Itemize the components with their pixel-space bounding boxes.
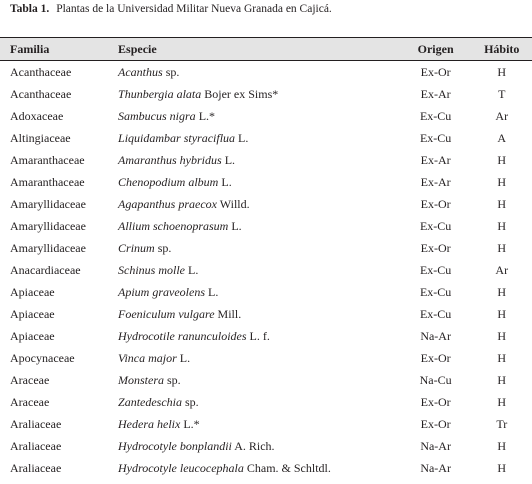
- table-row: [0, 61, 532, 84]
- table-row: [0, 435, 532, 457]
- header-row: [0, 38, 532, 61]
- species-scientific-name: Monstera: [118, 372, 165, 387]
- cell-habito: Tr: [496, 416, 508, 431]
- cell-familia: Araceae: [10, 372, 50, 387]
- header-origen: Origen: [400, 38, 472, 61]
- species-scientific-name: Vinca major: [118, 350, 177, 365]
- header-familia: Familia: [0, 38, 118, 61]
- cell-habito: H: [497, 460, 507, 475]
- cell-especie: [118, 127, 400, 149]
- species-scientific-name: Hydrocotyle leucocephala: [118, 460, 244, 475]
- table-row: [0, 281, 532, 303]
- species-authority: L.: [205, 284, 219, 299]
- species-scientific-name: Chenopodium album: [118, 174, 219, 189]
- cell-familia: Apiaceae: [10, 306, 55, 321]
- cell-familia: Apiaceae: [10, 284, 55, 299]
- cell-habito: T: [498, 86, 506, 101]
- cell-habito: H: [497, 328, 507, 343]
- cell-origen: Ex-Cu: [419, 262, 452, 277]
- table-row: [0, 193, 532, 215]
- cell-habito: H: [497, 240, 507, 255]
- table-body: [0, 61, 532, 480]
- cell-especie: [118, 83, 400, 105]
- cell-familia: Amaryllidaceae: [10, 218, 86, 233]
- cell-familia: Acanthaceae: [10, 64, 72, 79]
- cell-familia: Apiaceae: [10, 328, 55, 343]
- species-scientific-name: Hydrocotile ranunculoides: [118, 328, 247, 343]
- cell-origen: Na-Cu: [419, 372, 452, 387]
- cell-especie: [118, 391, 400, 413]
- cell-familia: Araliaceae: [10, 416, 62, 431]
- species-scientific-name: Zantedeschia: [118, 394, 183, 409]
- species-authority: L.: [228, 218, 242, 233]
- species-authority: Bojer ex Sims*: [201, 86, 279, 101]
- cell-especie: [118, 105, 400, 127]
- cell-habito: H: [497, 284, 507, 299]
- table-caption-text: Plantas de la Universidad Militar Nueva Granada en Cajicá.: [56, 3, 332, 15]
- species-authority: L.: [176, 350, 191, 365]
- table-row: [0, 237, 532, 259]
- cell-origen: Na-Ar: [420, 438, 451, 453]
- species-authority: Cham. & Schltdl.: [243, 460, 331, 475]
- table-row: [0, 391, 532, 413]
- cell-especie: [118, 237, 400, 259]
- cell-origen: Ex-Cu: [419, 218, 452, 233]
- plants-table: [0, 37, 532, 479]
- cell-familia: Amaryllidaceae: [10, 196, 86, 211]
- table-row: [0, 171, 532, 193]
- cell-especie: [118, 325, 400, 347]
- cell-origen: Ex-Cu: [419, 284, 452, 299]
- cell-especie: [118, 303, 400, 325]
- cell-especie: [118, 61, 400, 84]
- cell-habito: Ar: [495, 262, 509, 277]
- cell-habito: H: [497, 350, 507, 365]
- species-scientific-name: Liquidambar styraciflua: [118, 130, 236, 145]
- species-scientific-name: Sambucus nigra: [118, 108, 196, 123]
- species-authority: Willd.: [217, 196, 250, 211]
- cell-origen: Ex-Or: [420, 416, 451, 431]
- cell-origen: Na-Ar: [420, 460, 451, 475]
- species-authority: sp.: [154, 240, 172, 255]
- table-row: [0, 149, 532, 171]
- cell-especie: [118, 435, 400, 457]
- cell-origen: Ex-Ar: [420, 174, 451, 189]
- cell-familia: Altingiaceae: [10, 130, 71, 145]
- table-row: [0, 457, 532, 479]
- species-authority: L.: [218, 174, 232, 189]
- cell-origen: Ex-Or: [420, 196, 451, 211]
- species-authority: sp.: [162, 64, 180, 79]
- cell-especie: [118, 369, 400, 391]
- cell-habito: A: [497, 130, 507, 145]
- species-authority: L.*: [180, 416, 200, 431]
- cell-habito: H: [497, 174, 507, 189]
- table-row: [0, 215, 532, 237]
- species-authority: L.*: [195, 108, 216, 123]
- species-authority: L. f.: [246, 328, 270, 343]
- cell-familia: Anacardiaceae: [10, 262, 81, 277]
- table-caption-label: Tabla 1.: [10, 3, 50, 15]
- cell-origen: Ex-Cu: [419, 130, 452, 145]
- cell-origen: Ex-Or: [420, 240, 451, 255]
- cell-especie: [118, 413, 400, 435]
- cell-especie: [118, 149, 400, 171]
- cell-especie: [118, 193, 400, 215]
- species-authority: L.: [235, 130, 249, 145]
- cell-origen: Ex-Cu: [419, 306, 452, 321]
- species-authority: Mill.: [214, 306, 242, 321]
- cell-habito: H: [497, 306, 507, 321]
- species-scientific-name: Thunbergia alata: [118, 86, 202, 101]
- cell-origen: Na-Ar: [420, 328, 451, 343]
- species-scientific-name: Allium schoenoprasum: [118, 218, 229, 233]
- table-header: [0, 38, 532, 61]
- table-caption: [10, 3, 332, 15]
- cell-familia: Araliaceae: [10, 460, 62, 475]
- species-authority: sp.: [182, 394, 199, 409]
- table-row: [0, 369, 532, 391]
- species-authority: A. Rich.: [231, 438, 275, 453]
- cell-habito: H: [497, 196, 507, 211]
- species-scientific-name: Amaranthus hybridus: [118, 152, 222, 167]
- species-scientific-name: Hydrocotyle bonplandii: [118, 438, 232, 453]
- cell-especie: [118, 259, 400, 281]
- cell-familia: Acanthaceae: [10, 86, 72, 101]
- species-authority: sp.: [164, 372, 181, 387]
- table-row: [0, 127, 532, 149]
- cell-habito: H: [497, 372, 507, 387]
- species-scientific-name: Agapanthus praecox: [118, 196, 217, 211]
- cell-origen: Ex-Or: [420, 64, 451, 79]
- cell-familia: Adoxaceae: [10, 108, 64, 123]
- table-row: [0, 347, 532, 369]
- cell-habito: H: [497, 218, 507, 233]
- species-authority: L.: [185, 262, 199, 277]
- cell-familia: Amaranthaceae: [10, 174, 85, 189]
- cell-habito: H: [497, 394, 507, 409]
- cell-familia: Amaranthaceae: [10, 152, 85, 167]
- table-row: [0, 413, 532, 435]
- species-scientific-name: Crinum: [118, 240, 155, 255]
- cell-habito: H: [497, 64, 507, 79]
- cell-habito: H: [497, 152, 507, 167]
- cell-especie: [118, 171, 400, 193]
- header-especie: Especie: [118, 38, 400, 61]
- table-row: [0, 303, 532, 325]
- species-scientific-name: Hedera helix: [118, 416, 181, 431]
- cell-origen: Ex-Ar: [420, 86, 451, 101]
- cell-familia: Araceae: [10, 394, 50, 409]
- species-scientific-name: Foeniculum vulgare: [118, 306, 215, 321]
- table-row: [0, 325, 532, 347]
- cell-habito: H: [497, 438, 507, 453]
- species-scientific-name: Schinus molle: [118, 262, 186, 277]
- cell-origen: Ex-Or: [420, 394, 451, 409]
- header-habito: Hábito: [472, 38, 532, 61]
- cell-especie: [118, 281, 400, 303]
- cell-origen: Ex-Or: [420, 350, 451, 365]
- species-scientific-name: Apium graveolens: [118, 284, 205, 299]
- cell-familia: Araliaceae: [10, 438, 62, 453]
- cell-familia: Amaryllidaceae: [10, 240, 86, 255]
- table-row: [0, 259, 532, 281]
- cell-familia: Apocynaceae: [10, 350, 75, 365]
- table-row: [0, 83, 532, 105]
- cell-origen: Ex-Ar: [420, 152, 451, 167]
- cell-especie: [118, 457, 400, 479]
- cell-habito: Ar: [495, 108, 509, 123]
- cell-especie: [118, 215, 400, 237]
- cell-origen: Ex-Cu: [419, 108, 452, 123]
- species-scientific-name: Acanthus: [118, 64, 163, 79]
- table-row: [0, 105, 532, 127]
- species-authority: L.: [221, 152, 236, 167]
- cell-especie: [118, 347, 400, 369]
